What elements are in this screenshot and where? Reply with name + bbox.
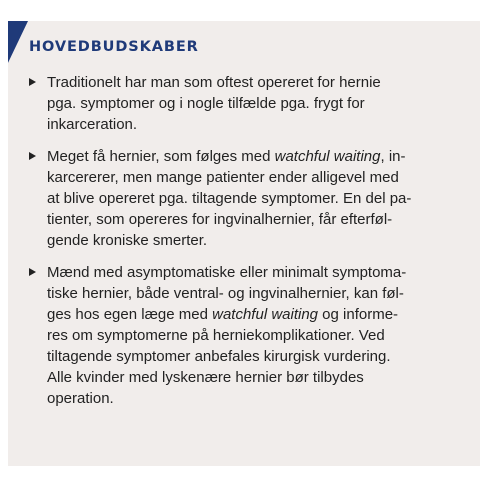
text-line: inkarceration. [47,116,138,133]
text-segment: og informe- [318,306,399,323]
text-line: tienter, som opereres for ingvinalhernier, får efterføl- [47,211,393,228]
text-line [47,304,457,325]
text-line: Alle kvinder med lyskenære hernier bør tilbydes [47,369,364,386]
text-segment: Meget få hernier, som følges med [47,148,275,165]
box-heading: HOVEDBUDSKABER [29,39,199,55]
text-line: Traditionelt har man som oftest opereret for hernie [47,74,381,91]
key-messages-box [8,21,480,466]
corner-accent [8,21,28,67]
triangle-bullet-icon [29,78,36,86]
triangle-bullet-icon [29,152,36,160]
bullet-item-3 [29,262,457,409]
text-line: gende kroniske smerter. [47,232,208,249]
text-line: pga. symptomer og i nogle tilfælde pga. frygt for [47,95,365,112]
text-line: tiltagende symptomer anbefales kirurgisk vurdering. [47,348,391,365]
emphasis-text: watchful waiting [212,306,319,323]
text-line: res om symptomerne på herniekomplikationer. Ved [47,327,385,344]
text-line: operation. [47,390,114,407]
bullet-list [29,72,457,420]
emphasis-text: watchful waiting [274,148,381,165]
text-line: Mænd med asymptomatiske eller minimalt symptoma- [47,264,407,281]
text-line [47,146,457,167]
triangle-bullet-icon [29,268,36,276]
text-line: tiske hernier, både ventral- og ingvinalhernier, kan føl- [47,285,404,302]
text-line: karcererer, men mange patienter ender alligevel med [47,169,399,186]
bullet-item-2 [29,146,457,251]
text-line: at blive opereret pga. tiltagende symptomer. En del pa- [47,190,412,207]
text-segment: ges hos egen læge med [47,306,213,323]
text-segment: , in- [380,148,406,165]
bullet-item-1 [29,72,457,135]
